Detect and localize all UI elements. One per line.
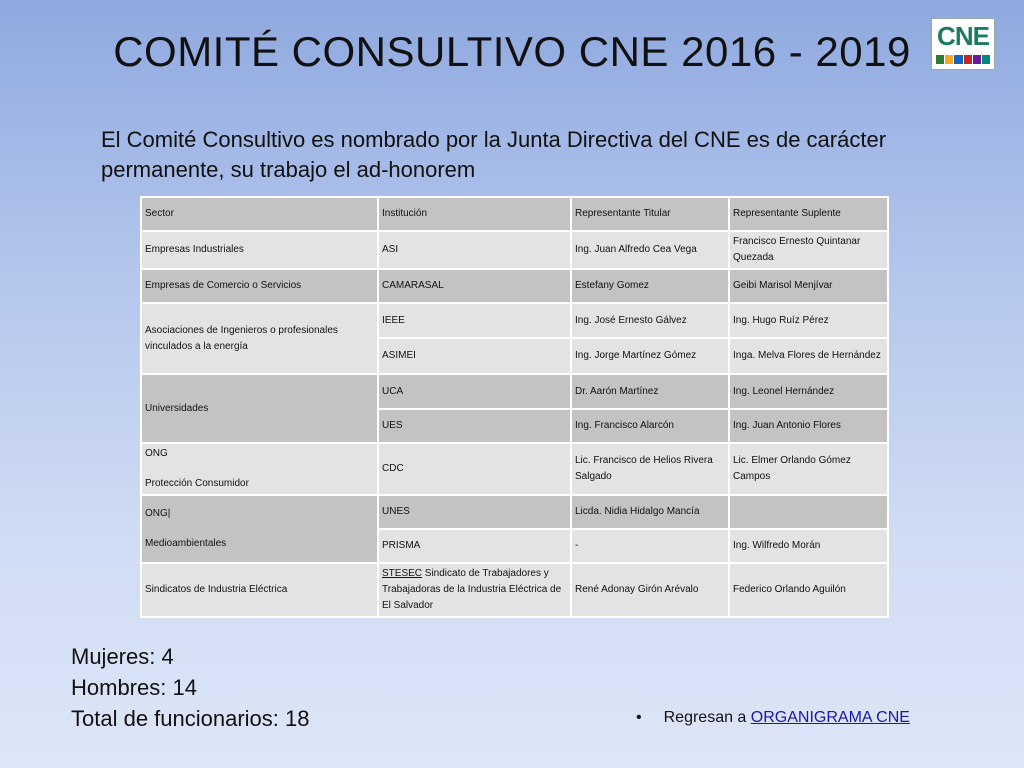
organigrama-link[interactable]: ORGANIGRAMA CNE [750, 709, 910, 726]
logo-swatch [982, 55, 990, 64]
cell-titular: Dr. Aarón Martínez [571, 374, 729, 409]
cell-institucion: UCA [378, 374, 571, 409]
sector-line: ONG| [145, 508, 171, 519]
cell-sector: Empresas de Comercio o Servicios [141, 269, 378, 303]
cell-sector [141, 495, 378, 563]
cell-suplente: Ing. Juan Antonio Flores [729, 409, 888, 443]
cell-titular: Ing. Jorge Martínez Gómez [571, 338, 729, 374]
cell-suplente: Federico Orlando Aguilón [729, 563, 888, 617]
cell-institucion: ASI [378, 231, 571, 269]
cell-titular: Estefany Gomez [571, 269, 729, 303]
committee-table [140, 196, 889, 618]
sector-line: Medioambientales [145, 538, 227, 549]
back-prefix: Regresan a [663, 709, 751, 726]
cell-titular: René Adonay Girón Arévalo [571, 563, 729, 617]
header-sector: Sector [141, 197, 378, 231]
cell-titular: Lic. Francisco de Helios Rivera Salgado [571, 443, 729, 495]
cell-institucion: CDC [378, 443, 571, 495]
cell-suplente: Geibi Marisol Menjívar [729, 269, 888, 303]
cell-suplente: Inga. Melva Flores de Hernández [729, 338, 888, 374]
header-titular: Representante Titular [571, 197, 729, 231]
table-row [141, 303, 888, 338]
intro-paragraph: El Comité Consultivo es nombrado por la Junta Directiva del CNE es de carácter permanente, su trabajo el ad-honorem [101, 127, 887, 182]
logo-swatch [954, 55, 962, 64]
cell-titular: - [571, 529, 729, 563]
logo-swatch [945, 55, 953, 64]
logo-swatch [964, 55, 972, 64]
stesec-name: Sindicato de Trabajadores y Trabajadoras de la Industria Eléctrica de El Salvador [382, 568, 562, 611]
cell-suplente [729, 495, 888, 529]
table-header-row [141, 197, 888, 231]
cell-sector: Sindicatos de Industria Eléctrica [141, 563, 378, 617]
cell-institucion: UES [378, 409, 571, 443]
cell-sector: Universidades [141, 374, 378, 443]
stesec-abbr: STESEC [382, 568, 423, 579]
logo-color-bar [936, 55, 990, 64]
table-row [141, 269, 888, 303]
stat-hombres: Hombres: 14 [71, 675, 197, 700]
cell-suplente: Francisco Ernesto Quintanar Quezada [729, 231, 888, 269]
table-row [141, 443, 888, 495]
cell-institucion: PRISMA [378, 529, 571, 563]
logo-swatch [936, 55, 944, 64]
cell-institucion: ASIMEI [378, 338, 571, 374]
logo-text: CNE [937, 21, 989, 51]
cell-institucion: UNES [378, 495, 571, 529]
cell-titular: Ing. Francisco Alarcón [571, 409, 729, 443]
table-row [141, 231, 888, 269]
stat-mujeres: Mujeres: 4 [71, 644, 174, 669]
bullet-icon: • [636, 709, 642, 726]
cell-suplente: Ing. Leonel Hernández [729, 374, 888, 409]
cell-institucion: CAMARASAL [378, 269, 571, 303]
header-institucion: Institución [378, 197, 571, 231]
back-link-line [636, 709, 910, 727]
sector-line: Protección Consumidor [145, 478, 249, 489]
cell-suplente: Ing. Wilfredo Morán [729, 529, 888, 563]
logo-swatch [973, 55, 981, 64]
cell-suplente: Lic. Elmer Orlando Gómez Campos [729, 443, 888, 495]
table-row [141, 563, 888, 617]
cell-titular: Ing. Juan Alfredo Cea Vega [571, 231, 729, 269]
cell-suplente: Ing. Hugo Ruíz Pérez [729, 303, 888, 338]
cell-institucion [378, 563, 571, 617]
cell-sector: Empresas Industriales [141, 231, 378, 269]
cell-sector [141, 443, 378, 495]
table-row [141, 495, 888, 529]
table-row [141, 374, 888, 409]
header-suplente: Representante Suplente [729, 197, 888, 231]
page-title: COMITÉ CONSULTIVO CNE 2016 - 2019 [113, 28, 911, 75]
cell-titular: Licda. Nidia Hidalgo Mancía [571, 495, 729, 529]
cne-logo [931, 18, 995, 70]
cell-institucion: IEEE [378, 303, 571, 338]
cell-titular: Ing. José Ernesto Gálvez [571, 303, 729, 338]
staff-stats [71, 641, 310, 734]
sector-line: ONG [145, 448, 168, 459]
stat-total: Total de funcionarios: 18 [71, 706, 310, 731]
cell-sector: Asociaciones de Ingenieros o profesionales vinculados a la energía [141, 303, 378, 374]
